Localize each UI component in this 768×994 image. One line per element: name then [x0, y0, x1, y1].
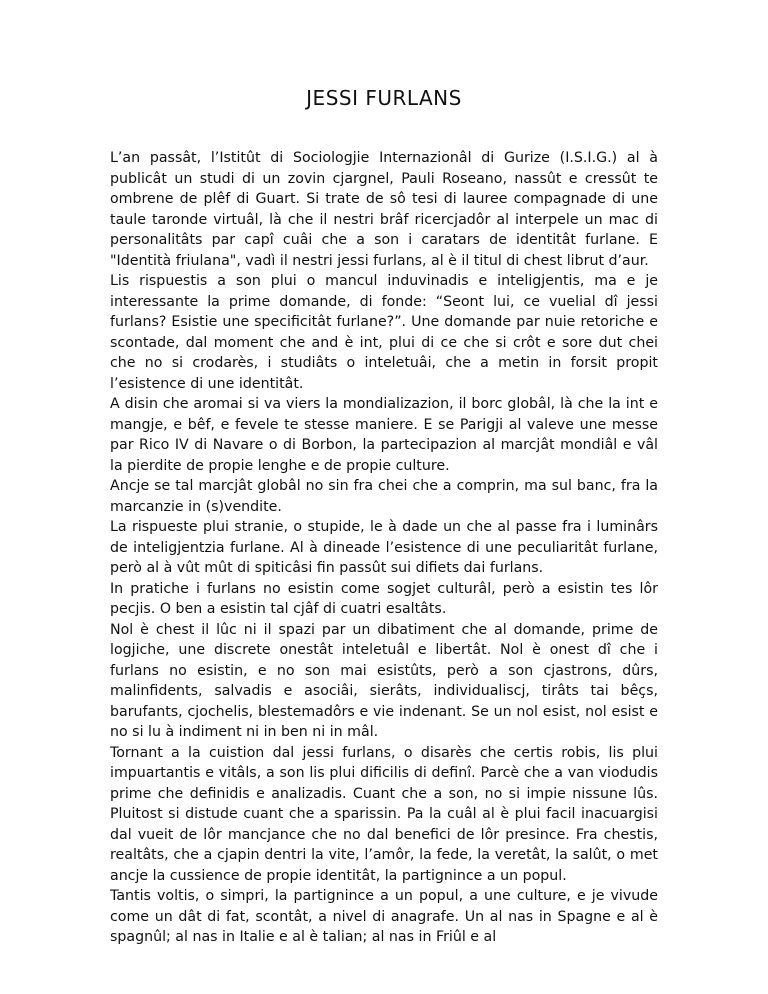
paragraph: Tantis voltis, o simpri, la partignince a un popul, a une culture, e je vivude come un dât di fat, scontât, a nivel di anagrafe. Un al nas in Spagne e al è spagnûl; al nas in Italie e al è talian; al nas in Friûl e al: [110, 888, 658, 945]
paragraph: Tornant a la cuistion dal jessi furlans, o disarès che certis robis, lis plui impuartantis e vitâls, a son lis plui dificilis di definî. Parcè che a van viodudis prime che definidis e analizadis. Cuant che a son, no si impie nissune lûs. Pluitost si distude cuant che a sparissin. Pa la cuâl al è plui facil inacuargisi dal vueit de lôr mancjance che no dal benefici de lôr presince. Fra chestis, realtâts, che a cjapin dentri la vite, l’amôr, la fede, la veretât, la salût, o met ancje la cussience de propie identitât, la partignince a un popul.: [110, 744, 658, 884]
document-title: JESSI FURLANS: [306, 86, 462, 110]
document-body: [110, 148, 658, 948]
paragraph: L’an passât, l’Istitût di Sociologjie Internazionâl di Gurize (I.S.I.G.) al à publicât un studi di un zovin cjargnel, Pauli Roseano, nassût e cressût te ombrene de plêf di Guart. Si trate de sô tesi di lauree compagnade di une taule taronde virtuâl, là che il nestri brâf ricercjadôr al interpele un mac di personalitâts par capî cuâi che a son i caratars de identitât furlane. E "Identità friulana", vadì il nestri jessi furlans, al è il titul di chest librut d’aur.: [110, 150, 658, 269]
paragraph: La rispueste plui stranie, o stupide, le à dade un che al passe fra i luminârs de inteligjentzia furlane. Al à dineade l’esistence di une peculiaritât furlane, però al à vût mût di spiticâsi fin passût sui difiets dai furlans.: [110, 519, 658, 576]
paragraph: Lis rispuestis a son plui o mancul induvinadis e inteligjentis, ma e je interessante la prime domande, di fonde: “Seont lui, ce vuelial dî jessi furlans? Esistie une specificitât furlane?”. Une domande par nuie retoriche e scontade, dal moment che and è int, plui di ce che si crôt e sore dut chei che no si crodarès, i studiâts o inteletuâi, che a metin in forsit propit l’esistence di une identitât.: [110, 273, 658, 392]
paragraph: Ancje se tal marcjât globâl no sin fra chei che a comprin, ma sul banc, fra la marcanzie in (s)vendite.: [110, 478, 658, 515]
paragraph: Nol è chest il lûc ni il spazi par un dibatiment che al domande, prime de logjiche, une discrete onestât inteletuâl e libertât. Nol è onest dî che i furlans no esistin, e no son mai esistûts, però a son cjastrons, dûrs, malinfidents, salvadis e asociâi, sierâts, individualiscj, tirâts tai bêçs, barufants, cjochelis, blestemadôrs e vie indenant. Se un nol esist, nol esist e no si lu à indiment ni in ben ni in mâl.: [110, 621, 658, 740]
paragraph: In pratiche i furlans no esistin come sogjet culturâl, però a esistin tes lôr pecjis. O ben a esistin tal cjâf di cuatri esaltâts.: [110, 580, 658, 617]
paragraph: A disin che aromai si va viers la mondializazion, il borc globâl, là che la int e mangje, e bêf, e fevele te stesse maniere. E se Parigji al valeve une messe par Rico IV di Navare o di Borbon, la partecipazion al marcjât mondiâl e vâl la pierdite de propie lenghe e de propie culture.: [110, 396, 658, 474]
